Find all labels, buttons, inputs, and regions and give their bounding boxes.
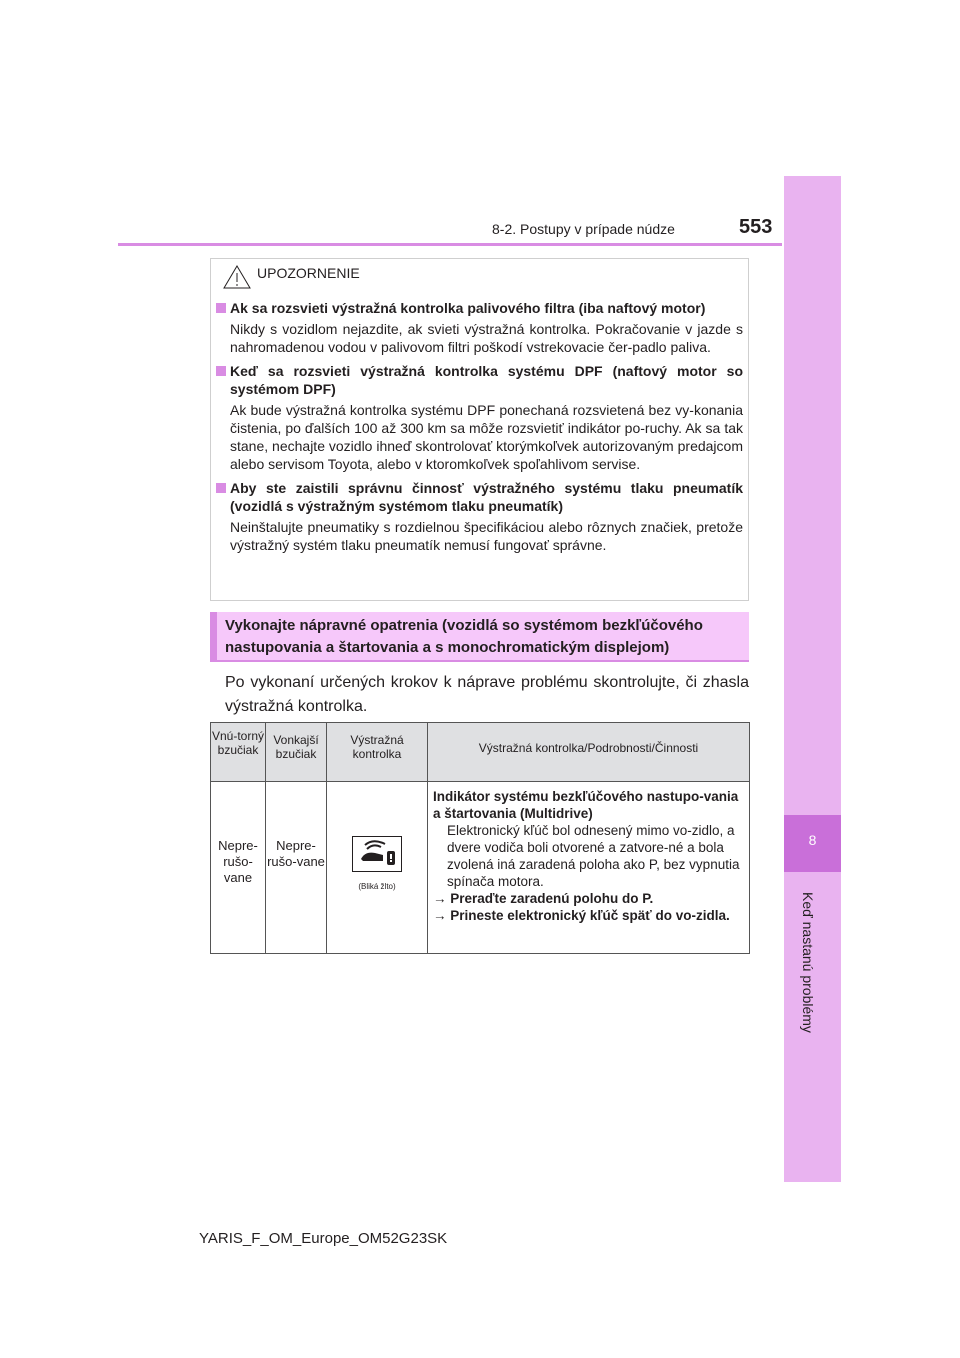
section-banner [210, 612, 749, 662]
external-buzzer-cell: Nepre-rušo-vane [266, 782, 327, 954]
warning-item [216, 299, 743, 356]
warning-light-cell [327, 782, 428, 954]
warning-triangle-icon [223, 265, 251, 289]
warning-item-title: Keď sa rozsvieti výstražná kontrolka systému DPF (naftový motor so systémom DPF) [216, 362, 743, 398]
warning-box [210, 258, 749, 601]
warning-item-text: Nikdy s vozidlom nejazdite, ak svieti výstražná kontrolka. Pokračovanie v jazde s nahromadenou vodou v palivovom filtri poškodí vstrekovacie čer-padlo paliva. [230, 321, 743, 355]
warning-item-title: Ak sa rozsvieti výstražná kontrolka palivového filtra (iba naftový motor) [216, 299, 743, 317]
banner-text: Vykonajte nápravné opatrenia (vozidlá so systémom bezkľúčového nastupovania a štartovania a s monochromatickým displejom) [225, 617, 703, 656]
details-cell [428, 782, 750, 954]
warning-table [210, 722, 750, 954]
header-divider [118, 243, 782, 246]
table-header: Vnú-torný bzučiak [211, 723, 266, 782]
action-item: → Preraďte zaradenú polohu do P. [433, 891, 654, 906]
chapter-title: Keď nastanú problémy [800, 892, 816, 1033]
section-title: 8-2. Postupy v prípade núdze [492, 221, 675, 237]
warning-item [216, 362, 743, 473]
footer-code: YARIS_F_OM_Europe_OM52G23SK [199, 1230, 448, 1247]
warning-item-text: Neinštalujte pneumatiky s rozdielnou špecifikáciou alebo rôznych značiek, pretože výstražný systém tlaku pneumatík nemusí fungovať správne. [230, 519, 743, 553]
body-paragraph: Po vykonaní určených krokov k náprave problému skontrolujte, či zhasla výstražná kontrolka. [225, 674, 749, 715]
key-fob-warning-icon [352, 836, 402, 872]
indicator-description: Elektronický kľúč bol odnesený mimo vo-zidlo, a dvere vodiča boli otvorené a zatvore-né a bola zvolená iná zaradená poloha ako P, bez vypnutia spínača motora. [447, 823, 740, 889]
internal-buzzer-cell: Nepre-rušo-vane [211, 782, 266, 954]
warning-item [216, 479, 743, 554]
table-row [211, 782, 750, 954]
page-number: 553 [739, 216, 773, 238]
chapter-number: 8 [808, 832, 817, 848]
icon-caption: (Bliká žlto) [358, 882, 396, 891]
indicator-title: Indikátor systému bezkľúčového nastupo-vania a štartovania (Multidrive) [433, 789, 739, 821]
warning-title: UPOZORNENIE [257, 265, 360, 281]
table-header: Vonkajší bzučiak [266, 723, 327, 782]
warning-content [216, 299, 743, 560]
warning-item-text: Ak bude výstražná kontrolka systému DPF ponechaná rozsvietená bez vy-konania čistenia, po ďalších 100 až 300 km sa môže rozsvietiť indikátor po-ruchy. Ak sa tak stane, nechajte vozidlo ihneď skontrolovať ktorýmkoľvek autorizovaným predajcom alebo servisom Toyota, alebo v ktoromkoľvek spoľahlivom servise. [230, 402, 743, 472]
action-item: → Prineste elektronický kľúč späť do vo-zidla. [433, 908, 730, 923]
table-header: Výstražná kontrolka [327, 723, 428, 782]
warning-item-title: Aby ste zaistili správnu činnosť výstražného systému tlaku pneumatík (vozidlá s výstražným systémom tlaku pneumatík) [216, 479, 743, 515]
table-header: Výstražná kontrolka/Podrobnosti/Činnosti [428, 723, 750, 782]
